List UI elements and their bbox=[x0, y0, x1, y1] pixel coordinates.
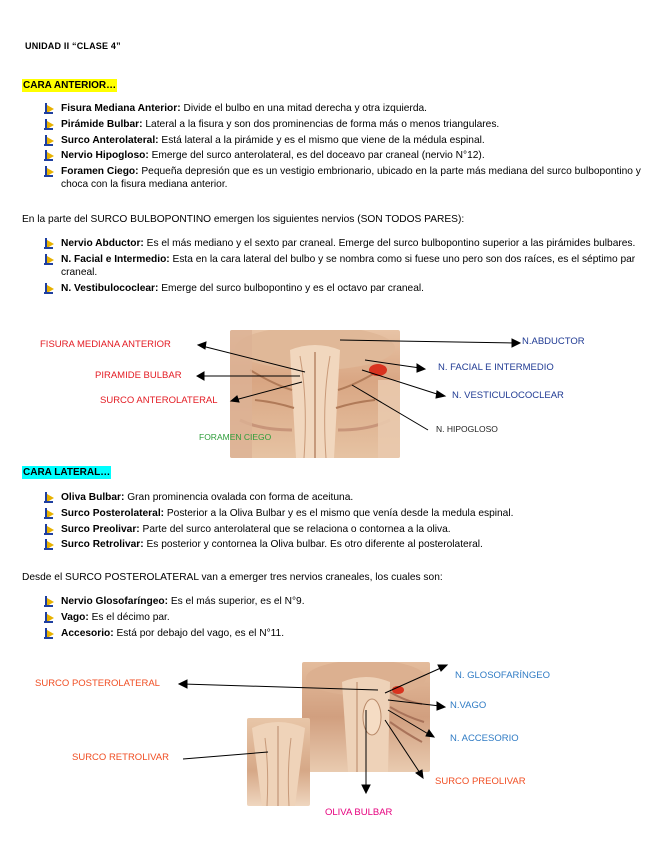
document-title: UNIDAD II “CLASE 4” bbox=[25, 41, 121, 51]
label-n-vestibulococlear: N. VESTICULOCOCLEAR bbox=[452, 390, 564, 401]
label-n-abductor: N.ABDUCTOR bbox=[522, 336, 585, 347]
label-n-hipogloso: N. HIPOGLOSO bbox=[436, 424, 498, 434]
definition: Es el más mediano y el sexto par craneal. Emerge del surco bulbopontino superior a las pirámides bulbares. bbox=[143, 238, 636, 249]
section-heading-anterior-text: CARA ANTERIOR… bbox=[23, 80, 117, 91]
posterolateral-paragraph: Desde el SURCO POSTEROLATERAL van a emerger tres nervios craneales, los cuales son: bbox=[22, 572, 443, 583]
term: Accesorio: bbox=[61, 627, 114, 639]
definition: Emerge del surco bulbopontino y es el octavo par craneal. bbox=[158, 282, 424, 294]
label-foramen-ciego: FORAMEN CIEGO bbox=[199, 432, 272, 442]
term: Nervio Abductor: bbox=[61, 238, 144, 249]
label-oliva-bulbar: OLIVA BULBAR bbox=[325, 807, 393, 818]
label-n-facial-intermedio: N. FACIAL E INTERMEDIO bbox=[438, 362, 554, 373]
definition: Posterior a la Oliva Bulbar y es el mismo que venía desde la medula espinal. bbox=[164, 507, 514, 519]
term: Foramen Ciego: bbox=[61, 166, 139, 177]
label-surco-posterolateral: SURCO POSTEROLATERAL bbox=[35, 678, 160, 689]
label-surco-anterolateral: SURCO ANTEROLATERAL bbox=[100, 395, 218, 406]
label-n-vago: N.VAGO bbox=[450, 700, 487, 711]
term: Surco Posterolateral: bbox=[61, 507, 165, 519]
term: Nervio Glosofaríngeo: bbox=[61, 596, 168, 607]
definition: Lateral a la fisura y son dos prominencias de forma más o menos triangulares. bbox=[142, 118, 500, 130]
term: Surco Retrolivar: bbox=[61, 539, 144, 551]
term: Pirámide Bulbar: bbox=[61, 118, 143, 130]
term: Surco Anterolateral: bbox=[61, 134, 159, 146]
definition: Pequeña depresión que es un vestigio embrionario, ubicado en la parte más mediana del surco bulbopontino y choca con la fisura mediana anterior. bbox=[61, 166, 641, 191]
term: Oliva Bulbar: bbox=[61, 492, 125, 503]
definition: Divide el bulbo en una mitad derecha y otra izquierda. bbox=[180, 103, 427, 114]
term: N. Facial e Intermedio: bbox=[61, 253, 170, 265]
label-surco-retrolivar: SURCO RETROLIVAR bbox=[72, 752, 169, 763]
definition: Emerge del surco anterolateral, es del doceavo par craneal (nervio N°12). bbox=[148, 150, 485, 162]
term: Fisura Mediana Anterior: bbox=[61, 103, 181, 114]
label-fisura-mediana-anterior: FISURA MEDIANA ANTERIOR bbox=[40, 339, 171, 350]
label-surco-preolivar: SURCO PREOLIVAR bbox=[435, 776, 526, 787]
definition: Está lateral a la pirámide y es el mismo que viene de la médula espinal. bbox=[158, 134, 485, 146]
definition: Esta en la cara lateral del bulbo y se nombra como si fuese uno pero son dos raíces, es el séptimo par craneal. bbox=[61, 253, 636, 278]
bulbopontino-paragraph: En la parte del SURCO BULBOPONTINO emergen los siguientes nervios (SON TODOS PARES): bbox=[22, 214, 465, 225]
label-n-glosofaringeo: N. GLOSOFARÍNGEO bbox=[455, 670, 551, 681]
definition: Es el décimo par. bbox=[88, 611, 170, 623]
term: Surco Preolivar: bbox=[61, 523, 140, 535]
definition: Está por debajo del vago, es el N°11. bbox=[113, 627, 285, 639]
definition: Gran prominencia ovalada con forma de aceituna. bbox=[124, 492, 354, 503]
definition: Parte del surco anterolateral que se relaciona o contornea a la oliva. bbox=[139, 523, 451, 535]
definition: Es el más superior, es el N°9. bbox=[167, 596, 305, 607]
label-piramide-bulbar: PIRAMIDE BULBAR bbox=[95, 370, 182, 381]
term: Nervio Hipogloso: bbox=[61, 150, 149, 162]
term: Vago: bbox=[61, 611, 89, 623]
section-heading-lateral-text: CARA LATERAL… bbox=[23, 467, 111, 478]
term: N. Vestibulococlear: bbox=[61, 282, 159, 294]
label-n-accesorio: N. ACCESORIO bbox=[450, 733, 519, 744]
definition: Es posterior y contornea la Oliva bulbar. Es otro diferente al posterolateral. bbox=[143, 539, 483, 551]
